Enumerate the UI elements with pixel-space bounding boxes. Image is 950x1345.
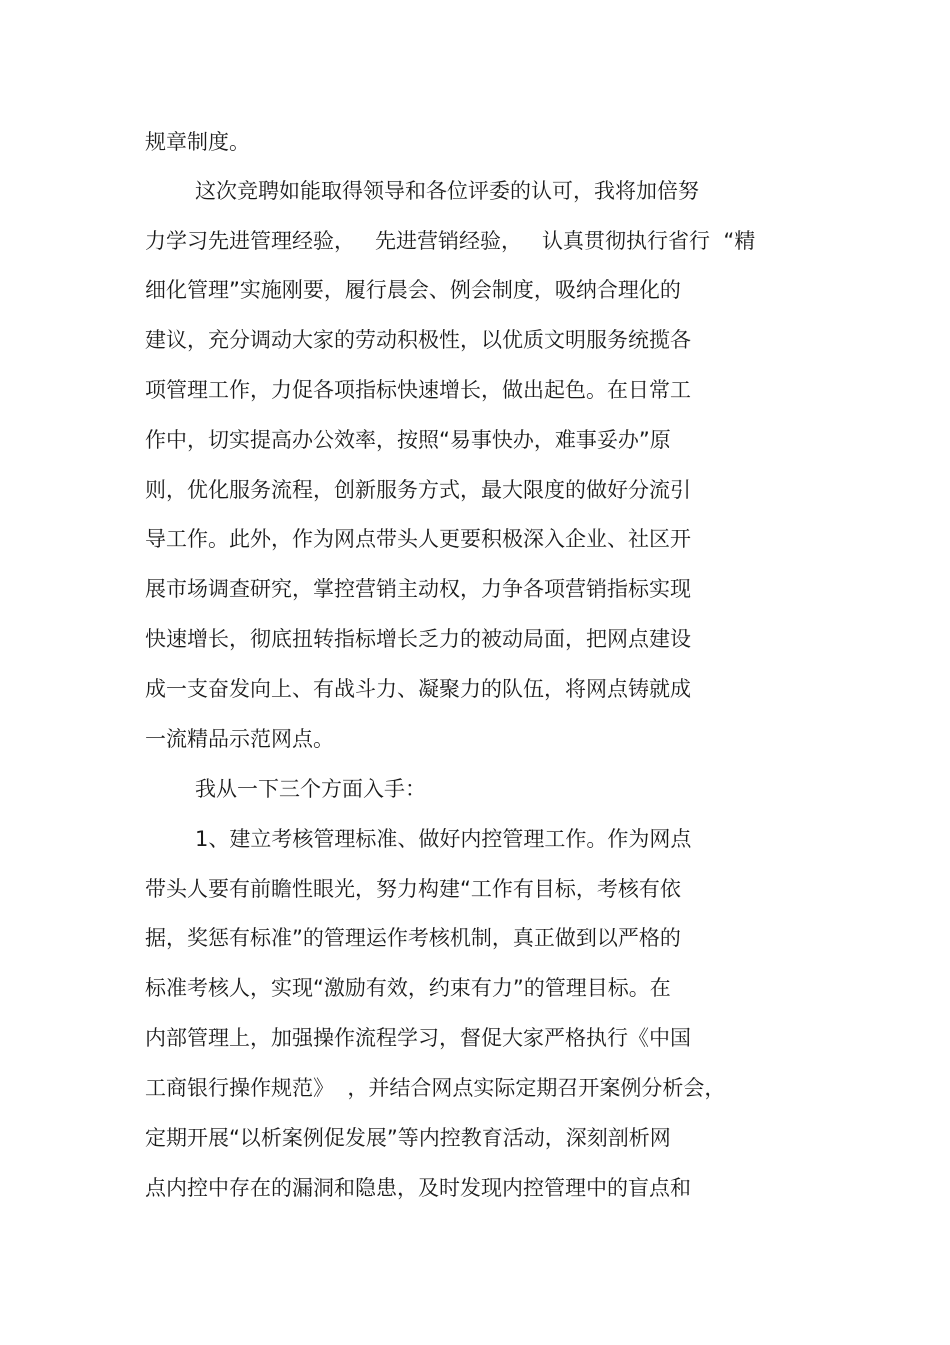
text-line: 带头人要有前瞻性眼光，努力构建“工作有目标，考核有依 xyxy=(145,877,681,901)
text-line: 规章制度。 xyxy=(145,130,250,154)
text-line: 力学习先进管理经验， 先进营销经验， 认真贯彻执行省行 “精 xyxy=(145,229,756,253)
text-line: 作中，切实提高办公效率，按照“易事快办，难事妥办”原 xyxy=(145,428,671,452)
text-line: 定期开展“以析案例促发展”等内控教育活动，深刻剖析网 xyxy=(145,1126,671,1150)
text-line: 工商银行操作规范》 ，并结合网点实际定期召开案例分析会， xyxy=(145,1076,726,1100)
text-line: 内部管理上，加强操作流程学习，督促大家严格执行《中国 xyxy=(145,1026,691,1050)
text-line: 则，优化服务流程，创新服务方式，最大限度的做好分流引 xyxy=(145,478,691,502)
text-line: 标准考核人，实现“激励有效，约束有力”的管理目标。在 xyxy=(145,976,671,1000)
paragraph-first-line: 这次竞聘如能取得领导和各位评委的认可，我将加倍努 xyxy=(195,179,699,203)
text-line: 项管理工作，力促各项指标快速增长，做出起色。在日常工 xyxy=(145,378,691,402)
text-line: 建议，充分调动大家的劳动积极性，以优质文明服务统揽各 xyxy=(145,328,691,352)
text-line: 细化管理”实施刚要，履行晨会、例会制度，吸纳合理化的 xyxy=(145,278,681,302)
text-line: 成一支奋发向上、有战斗力、凝聚力的队伍，将网点铸就成 xyxy=(145,677,691,701)
text-line: 展市场调查研究，掌控营销主动权，力争各项营销指标实现 xyxy=(145,577,691,601)
text-line: 点内控中存在的漏洞和隐患，及时发现内控管理中的盲点和 xyxy=(145,1176,691,1200)
paragraph-first-line: 我从一下三个方面入手： xyxy=(195,777,426,801)
paragraph-first-line: 1、建立考核管理标准、做好内控管理工作。作为网点 xyxy=(195,827,692,851)
text-line: 一流精品示范网点。 xyxy=(145,727,334,751)
text-line: 据，奖惩有标准”的管理运作考核机制，真正做到以严格的 xyxy=(145,926,681,950)
text-line: 导工作。此外，作为网点带头人更要积极深入企业、社区开 xyxy=(145,527,691,551)
text-line: 快速增长，彻底扭转指标增长乏力的被动局面，把网点建设 xyxy=(145,627,691,651)
